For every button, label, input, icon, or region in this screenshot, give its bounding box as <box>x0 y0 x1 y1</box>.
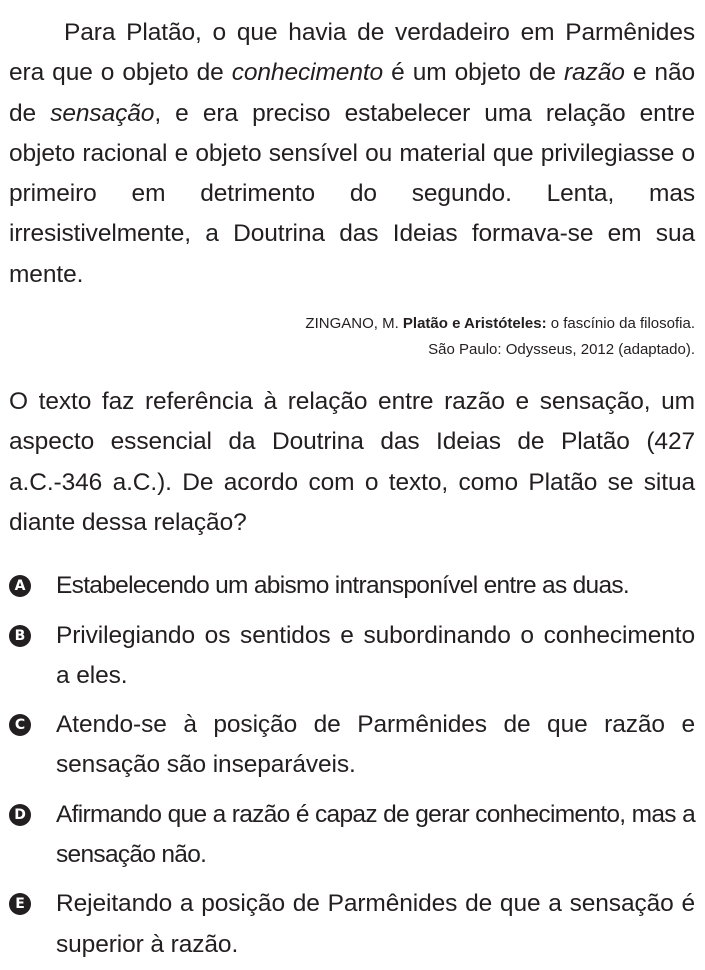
option-letter-badge: E <box>9 893 31 915</box>
option-letter-badge: D <box>9 804 31 826</box>
option-b[interactable] <box>9 616 695 697</box>
option-e[interactable] <box>9 884 695 965</box>
option-text: Afirmando que a razão é capaz de gerar conhecimento, mas a sensação não. <box>56 800 695 869</box>
question-stem: O texto faz referência à relação entre razão e sensação, um aspecto essencial da Doutrina das Ideias de Platão (427 a.C.-346 a.C.). De acordo com o texto, como Platão se situa diante dessa relação? <box>9 388 695 536</box>
option-c[interactable] <box>9 705 695 786</box>
option-letter-badge: C <box>9 714 31 736</box>
option-text: Privilegiando os sentidos e subordinando o conhecimento a eles. <box>56 621 695 689</box>
passage-segment: é um objeto de <box>383 59 564 87</box>
citation-title: Platão e Aristóteles: <box>402 315 547 333</box>
option-text: Atendo-se à posição de Parmênides de que razão e sensação são inseparáveis. <box>56 711 695 779</box>
citation-line-1 <box>9 311 695 337</box>
option-letter-badge: B <box>9 625 31 647</box>
passage-segment: Para Platão, o que havia de verdadeiro em Parmênides era que o objeto de <box>9 19 695 87</box>
source-citation <box>9 311 695 363</box>
passage-emphasis-razao: razão <box>563 59 625 87</box>
answer-options <box>9 566 695 965</box>
citation-subtitle: o fascínio da filosofia. <box>546 315 695 333</box>
option-a[interactable] <box>9 566 695 606</box>
passage-segment: , e era preciso estabelecer uma relação entre objeto racional e objeto sensível ou material que privilegiasse o primeiro em detrimento do segundo. Lenta, mas irresistivelmente, a Doutrina das Ideias formava-se em sua mente. <box>9 99 695 288</box>
passage-segment: e não de <box>9 59 695 127</box>
passage-emphasis-sensacao: sensação <box>50 99 155 127</box>
option-d[interactable] <box>9 795 695 876</box>
option-letter-badge: A <box>9 575 31 597</box>
option-text: Rejeitando a posição de Parmênides de que a sensação é superior à razão. <box>56 890 695 958</box>
citation-author: ZINGANO, M. <box>305 315 403 333</box>
passage-emphasis-conhecimento: conhecimento <box>231 59 384 87</box>
citation-publisher: São Paulo: Odysseus, 2012 (adaptado). <box>428 341 695 359</box>
option-text: Estabelecendo um abismo intransponível entre as duas. <box>56 572 630 600</box>
passage-text <box>9 0 695 295</box>
